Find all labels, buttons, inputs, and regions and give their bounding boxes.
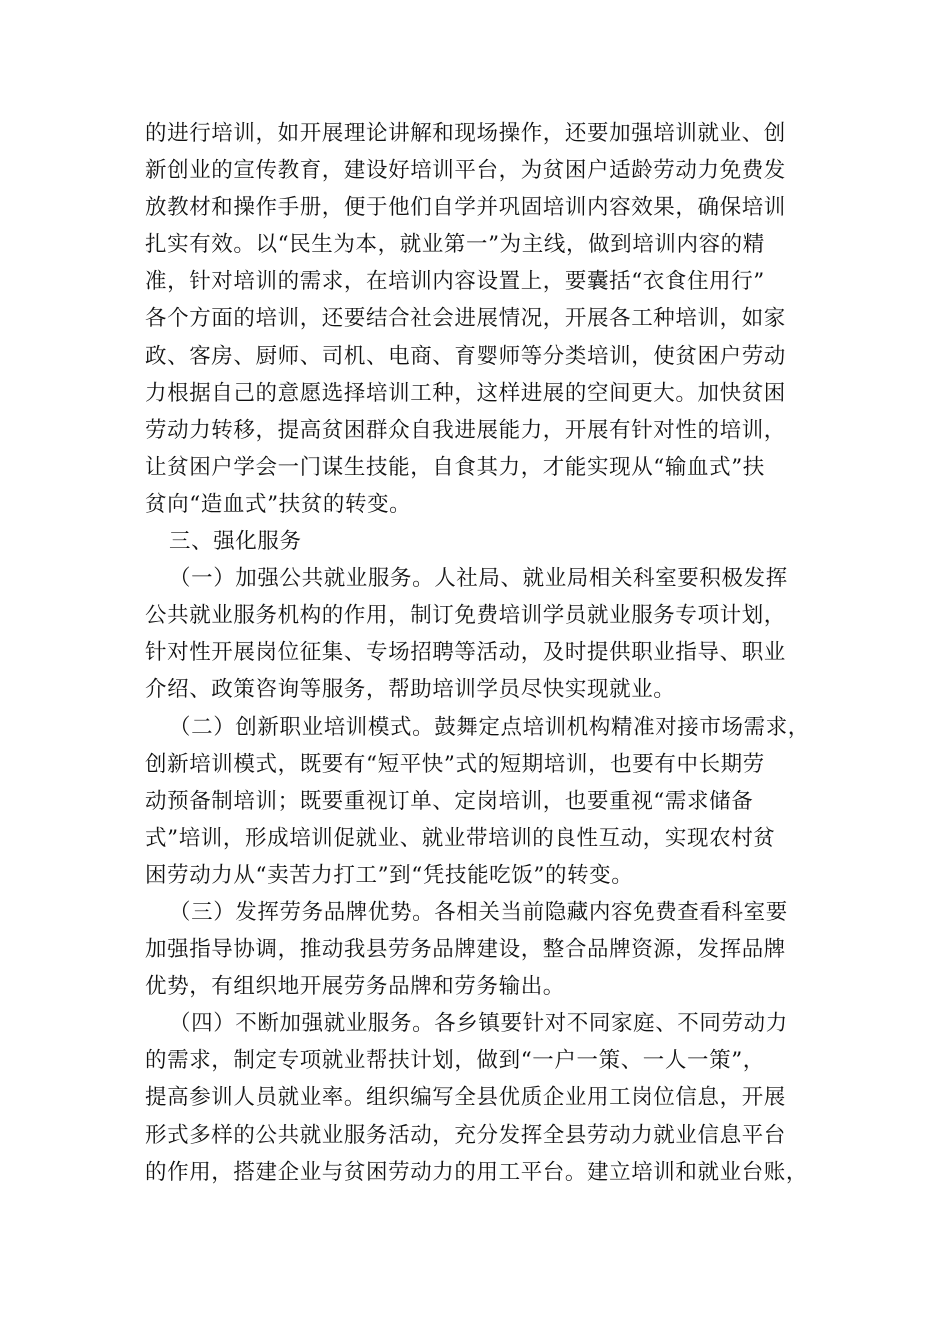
body-line: 放教材和操作手册，便于他们自学并巩固培训内容效果，确保培训 bbox=[145, 195, 786, 221]
body-line: 扎实有效。以“民生为本，就业第一”为主线，做到培训内容的精 bbox=[145, 232, 765, 258]
body-line: 困劳动力从“卖苦力打工”到“凭技能吃饭”的转变。 bbox=[145, 862, 634, 888]
body-line: 的进行培训，如开展理论讲解和现场操作，还要加强培训就业、创 bbox=[145, 121, 786, 146]
body-line: 式”培训，形成培训促就业、就业带培训的良性互动，实现农村贫 bbox=[145, 825, 776, 851]
body-line: 力根据自己的意愿选择培训工种，这样进展的空间更大。加快贫困 bbox=[145, 380, 786, 406]
body-line: 的作用，搭建企业与贫困劳动力的用工平台。建立培训和就业台账， bbox=[145, 1159, 809, 1185]
body-line: 贫向“造血式”扶贫的转变。 bbox=[145, 491, 412, 517]
body-line: 公共就业服务机构的作用，制订免费培训学员就业服务专项计划， bbox=[145, 603, 786, 629]
paragraph-first-line: （一）加强公共就业服务。人社局、就业局相关科室要积极发挥 bbox=[169, 566, 788, 592]
body-line: 准，针对培训的需求，在培训内容设置上，要囊括“衣食住用行” bbox=[145, 269, 765, 295]
body-line: 创新培训模式，既要有“短平快”式的短期培训，也要有中长期劳 bbox=[145, 751, 765, 777]
body-line: 优势，有组织地开展劳务品牌和劳务输出。 bbox=[145, 974, 565, 1000]
body-line: 各个方面的培训，还要结合社会进展情况，开展各工种培训，如家 bbox=[145, 306, 786, 332]
body-line: 针对性开展岗位征集、专场招聘等活动，及时提供职业指导、职业 bbox=[145, 640, 786, 666]
body-line: 介绍、政策咨询等服务，帮助培训学员尽快实现就业。 bbox=[145, 677, 676, 703]
body-line: 提高参训人员就业率。组织编写全县优质企业用工岗位信息，开展 bbox=[145, 1085, 786, 1111]
body-line: 政、客房、厨师、司机、电商、育婴师等分类培训，使贫困户劳动 bbox=[145, 343, 786, 369]
body-line: 加强指导协调，推动我县劳务品牌建设，整合品牌资源，发挥品牌 bbox=[145, 937, 786, 963]
paragraph-first-line: （二）创新职业培训模式。鼓舞定点培训机构精准对接市场需求， bbox=[169, 714, 810, 740]
body-line: 动预备制培训；既要重视订单、定岗培训，也要重视“需求储备 bbox=[145, 788, 754, 814]
body-line: 新创业的宣传教育，建设好培训平台，为贫困户适龄劳动力免费发 bbox=[145, 158, 786, 184]
paragraph-first-line: （三）发挥劳务品牌优势。各相关当前隐藏内容免费查看科室要 bbox=[169, 899, 788, 925]
body-line: 让贫困户学会一门谋生技能，自食其力，才能实现从“输血式”扶 bbox=[145, 454, 765, 480]
document-body bbox=[145, 115, 825, 1191]
body-line: 形式多样的公共就业服务活动，充分发挥全县劳动力就业信息平台 bbox=[145, 1122, 786, 1148]
body-line: 劳动力转移，提高贫困群众自我进展能力，开展有针对性的培训， bbox=[145, 417, 786, 443]
paragraph-first-line: （四）不断加强就业服务。各乡镇要针对不同家庭、不同劳动力 bbox=[169, 1011, 788, 1037]
section-heading: 三、强化服务 bbox=[169, 529, 302, 555]
body-line: 的需求，制定专项就业帮扶计划，做到“一户一策、一人一策”， bbox=[145, 1048, 765, 1074]
